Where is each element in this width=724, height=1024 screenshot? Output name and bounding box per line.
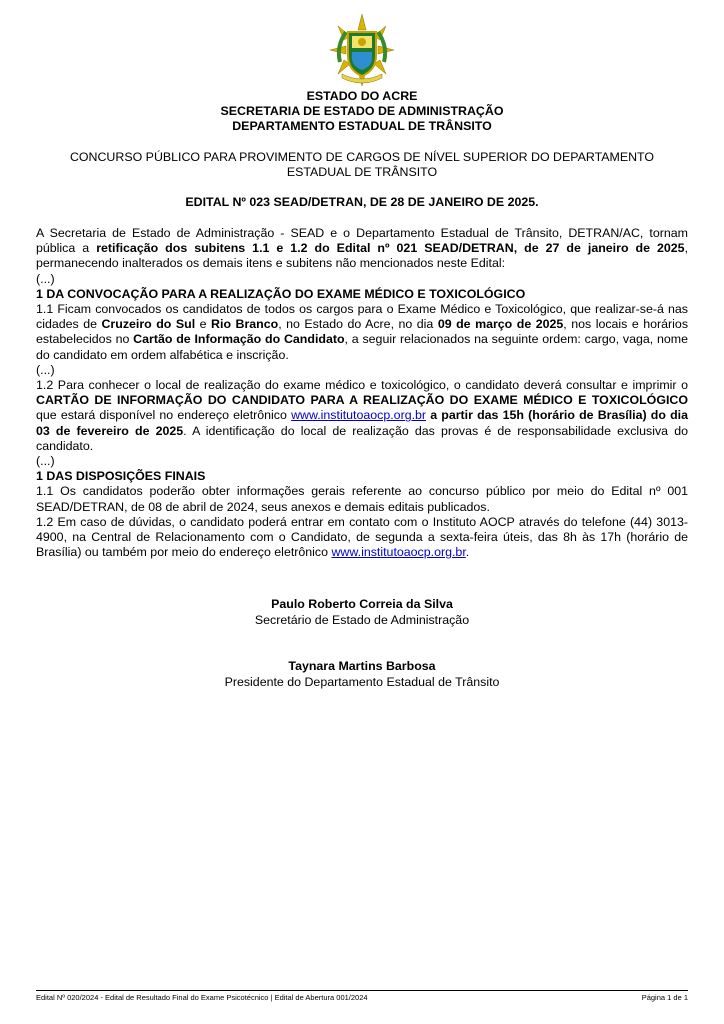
item-text: , a seguir relacionados na seguinte ordem: cargo, vaga, nome do candidato em ordem alfabética e inscrição.	[36, 332, 688, 362]
ellipsis: (...)	[36, 454, 55, 469]
item-text: 1.2 Para conhecer o local de realização do exame médico e toxicológico, o candidato deverá consultar e imprimir o	[36, 378, 688, 393]
section-1-item-1-2	[36, 378, 688, 454]
footer-divider	[36, 990, 688, 991]
intro-paragraph	[36, 226, 688, 272]
signatory-name: Taynara Martins Barbosa	[288, 659, 436, 673]
item-text: 1.2 Em caso de dúvidas, o candidato poderá entrar em contato com o Instituto AOCP através do telefone (44) 3013-4900, na Central de Relacionamento com o Candidato, de segunda a sexta-feira úteis, das 8h às 17h (horário de Brasília) ou também por meio do endereço eletrônico	[36, 514, 688, 560]
signatory-role: Presidente do Departamento Estadual de Trânsito	[224, 674, 500, 689]
footer-reference: Edital Nº 020/2024 - Edital de Resultado Final do Exame Psicotécnico | Edital de Abertura 001/2024	[36, 993, 368, 1002]
intro-text-2: , permanecendo inalterados os demais itens e subitens não mencionados neste Edital:	[36, 241, 689, 271]
contest-title: CONCURSO PÚBLICO PARA PROVIMENTO DE CARGOS DE NÍVEL SUPERIOR DO DEPARTAMENTO ESTADUAL DE TRÂNSITO	[69, 150, 655, 179]
signature-block-1	[36, 597, 688, 628]
aocp-link[interactable]: www.institutoaocp.org.br	[331, 545, 466, 560]
item-bold: 09 de março de 2025	[437, 317, 564, 332]
state-coat-of-arms-icon	[328, 12, 396, 88]
item-bold: CARTÃO DE INFORMAÇÃO DO CANDIDATO PARA A REALIZAÇÃO DO EXAME MÉDICO E TOXICOLÓGICO	[36, 393, 688, 408]
item-bold: Rio Branco	[211, 317, 279, 332]
page-number: Página 1 de 1	[641, 993, 688, 1002]
section-2-heading: 1 DAS DISPOSIÇÕES FINAIS	[36, 469, 206, 484]
signatory-name: Paulo Roberto Correia da Silva	[271, 597, 453, 611]
item-bold: Cartão de Informação do Candidato	[133, 332, 345, 347]
document-body	[36, 226, 688, 560]
item-text: que estará disponível no endereço eletrônico	[36, 408, 292, 423]
item-text: .	[465, 545, 470, 560]
item-text: 1.1 Ficam convocados os candidatos de todos os cargos para o Exame Médico e Toxicológico, que realizar-se-á nas cidades de	[36, 302, 688, 332]
intro-bold: retificação dos subitens 1.1 e 1.2 do Edital nº 021 SEAD/DETRAN, de 27 de janeiro de 2025	[96, 241, 685, 256]
signature-block-2	[36, 659, 688, 690]
header-state: ESTADO DO ACRE	[306, 89, 418, 103]
header-secretariat: SECRETARIA DE ESTADO DE ADMINISTRAÇÃO	[220, 104, 504, 118]
section-2-item-1-1: 1.1 Os candidatos poderão obter informações gerais referente ao concurso público por meio do Edital nº 001 SEAD/DETRAN, de 08 de abril de 2024, seus anexos e demais editais publicados.	[36, 484, 688, 514]
signatory-role: Secretário de Estado de Administração	[254, 612, 470, 627]
item-text: , no Estado do Acre, no dia	[278, 317, 438, 332]
item-text: . A identificação do local de realização das provas é de responsabilidade exclusiva do candidato.	[36, 423, 688, 453]
ellipsis: (...)	[36, 362, 55, 377]
ellipsis: (...)	[36, 271, 55, 286]
document-header	[36, 89, 688, 134]
item-bold: a partir das 15h (horário de Brasília) do dia 03 de fevereiro de 2025	[36, 408, 688, 438]
item-bold: Cruzeiro do Sul	[101, 317, 196, 332]
header-department: DEPARTAMENTO ESTADUAL DE TRÂNSITO	[232, 119, 492, 133]
section-1-heading: 1 DA CONVOCAÇÃO PARA A REALIZAÇÃO DO EXAME MÉDICO E TOXICOLÓGICO	[36, 286, 526, 301]
section-2-item-1-2	[36, 515, 688, 561]
intro-text: A Secretaria de Estado de Administração - SEAD e o Departamento Estadual de Trânsito, DETRAN/AC, tornam pública a	[36, 226, 688, 256]
item-text: , nos locais e horários estabelecidos no	[36, 317, 689, 347]
edital-title: EDITAL Nº 023 SEAD/DETRAN, DE 28 DE JANEIRO DE 2025.	[185, 195, 539, 209]
page-footer	[36, 993, 688, 1002]
item-text: e	[195, 317, 212, 332]
aocp-link[interactable]: www.institutoaocp.org.br	[291, 408, 427, 423]
section-1-item-1-1	[36, 302, 688, 363]
